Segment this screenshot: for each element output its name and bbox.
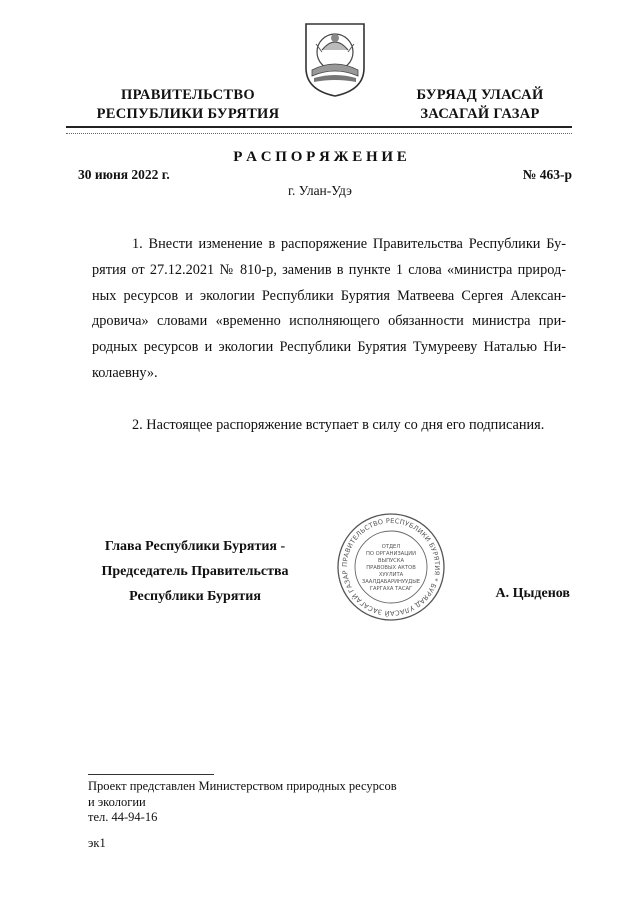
official-seal-stamp (336, 512, 446, 622)
seal-center-line: ЗААЛДАБАРИНУУДЫЕ (361, 579, 421, 585)
seal-center-line: ПРАВОВЫХ АКТОВ (366, 565, 416, 571)
paragraph-1-line: дровича» словами «временно исполняющего обязанности министра при- (92, 313, 566, 330)
signatory-title-line-1: Глава Республики Бурятия - (104, 539, 286, 554)
issuer-buryat-line-2: ЗАСАГАЙ ГАЗАР (420, 106, 540, 122)
document-city: г. Улан-Удэ (288, 183, 352, 198)
seal-center-line: ХУУЛИТА (378, 572, 404, 578)
paragraph-1-line: рятия от 27.12.2021 № 810-р, заменив в пункте 1 слова «министра природ- (92, 261, 566, 278)
header-divider-thick (66, 126, 572, 128)
seal-ring-text: ПРАВИТЕЛЬСТВО РЕСПУБЛИКИ БУРЯТИЯ * БУРЯАД УЛАСАЙ ЗАСАГАЙ ГАЗАР (340, 516, 442, 618)
coat-of-arms-emblem (302, 20, 368, 98)
seal-center-line: ОТДЕЛ (381, 544, 401, 550)
issuer-name-buryat (400, 86, 560, 124)
header-divider-dotted (66, 133, 572, 134)
document-date: 30 июня 2022 г. (78, 167, 170, 182)
issuer-line-1: ПРАВИТЕЛЬСТВО (121, 87, 255, 103)
paragraph-1-line: ных ресурсов и экологии Республики Бурятия Матвеева Сергея Алексан- (92, 287, 566, 304)
paragraph-1 (92, 232, 566, 387)
signatory-name: А. Цыденов (495, 586, 570, 601)
paragraph-1-line: 1. Внести изменение в распоряжение Правительства Республики Бу- (132, 236, 566, 252)
signatory-title-line-3: Республики Бурятия (129, 589, 261, 604)
footer-phone: тел. 44-94-16 (88, 810, 158, 824)
document-number: № 463-р (522, 167, 572, 182)
paragraph-1-line: колаевну». (92, 364, 158, 381)
signatory-title-line-2: Председатель Правительства (101, 564, 289, 579)
footer-divider (88, 774, 214, 775)
issuer-line-2: РЕСПУБЛИКИ БУРЯТИЯ (96, 106, 280, 122)
issuer-name-russian (88, 86, 288, 124)
paragraph-2-text: 2. Настоящее распоряжение вступает в силу со дня его подписания. (132, 417, 545, 433)
footer-copy-mark: эк1 (88, 836, 106, 850)
footer-line-2: и экологии (88, 794, 146, 809)
seal-center-line: ПО ОРГАНИЗАЦИИ (365, 551, 417, 557)
issuer-buryat-line-1: БУРЯАД УЛАСАЙ (416, 87, 544, 103)
document-title: Р А С П О Р Я Ж Е Н И Е (233, 149, 407, 165)
footer-line-1: Проект представлен Министерством природных ресурсов (88, 779, 397, 793)
signatory-title (80, 534, 310, 609)
footer-note (88, 779, 508, 826)
paragraph-1-line: родных ресурсов и экологии Республики Бурятия Тумурееву Наталью Ни- (92, 339, 566, 356)
seal-center-line: ГАРГАХА ТАСАГ (369, 586, 413, 592)
paragraph-2 (92, 413, 566, 439)
seal-center-line: ВЫПУСКА (377, 558, 405, 564)
